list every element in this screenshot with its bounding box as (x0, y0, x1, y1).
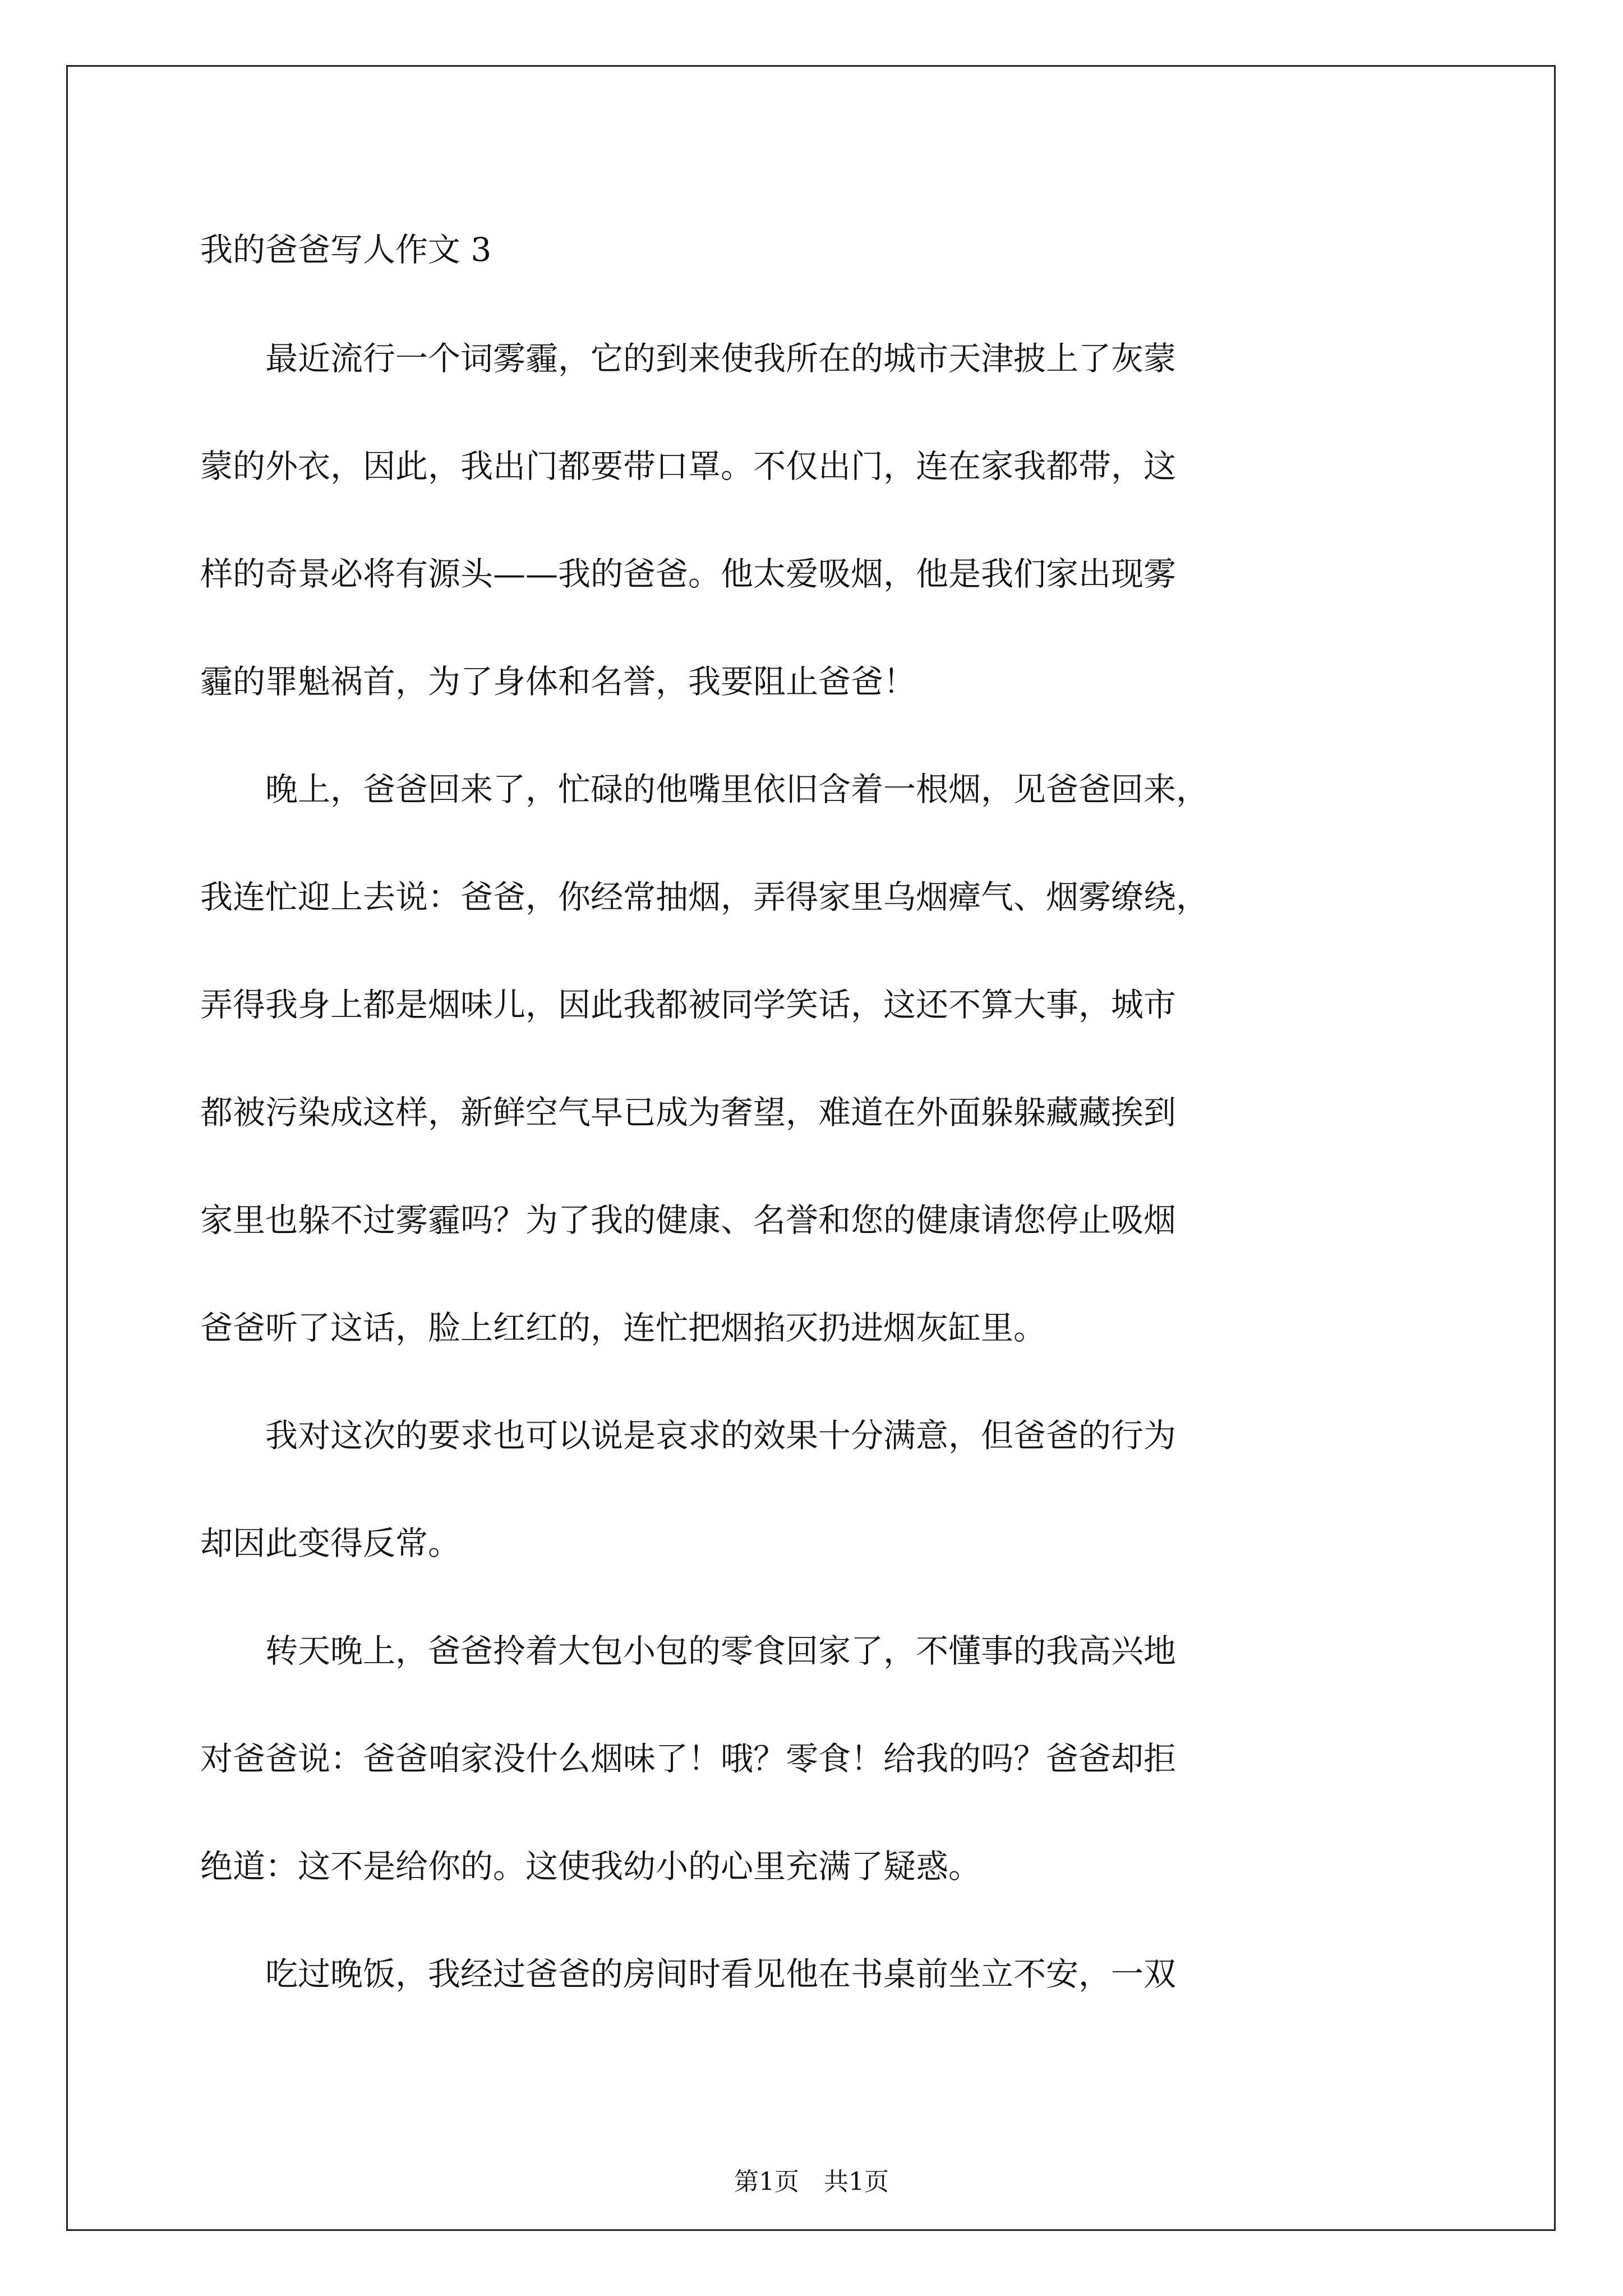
page-footer: 第1页 共1页 (734, 2168, 889, 2196)
body-line: 样的奇景必将有源头——我的爸爸。他太爱吸烟，他是我们家出现雾 (200, 555, 1177, 593)
body-line: 弄得我身上都是烟味儿，因此我都被同学笑话，这还不算大事，城市 (200, 986, 1177, 1024)
body-line: 爸爸听了这话，脸上红红的，连忙把烟掐灭扔进烟灰缸里。 (200, 1309, 1046, 1347)
body-line: 最近流行一个词雾霾，它的到来使我所在的城市天津披上了灰蒙 (200, 339, 1177, 378)
body-line: 晚上，爸爸回来了，忙碌的他嘴里依旧含着一根烟，见爸爸回来， (200, 770, 1209, 808)
body-line: 绝道：这不是给你的。这使我幼小的心里充满了疑惑。 (200, 1847, 981, 1885)
body-line: 都被污染成这样，新鲜空气早已成为奢望，难道在外面躲躲藏藏挨到 (200, 1093, 1177, 1131)
body-line: 转天晚上，爸爸拎着大包小包的零食回家了，不懂事的我高兴地 (200, 1632, 1177, 1670)
page-border (66, 65, 1556, 2231)
body-line: 却因此变得反常。 (200, 1524, 461, 1562)
body-line: 我连忙迎上去说：爸爸，你经常抽烟，弄得家里乌烟瘴气、烟雾缭绕， (200, 878, 1209, 916)
body-line: 家里也躲不过雾霾吗？为了我的健康、名誉和您的健康请您停止吸烟 (200, 1201, 1177, 1239)
body-line: 霾的罪魁祸首，为了身体和名誉，我要阻止爸爸！ (200, 662, 916, 701)
document-title: 我的爸爸写人作文 3 (200, 231, 492, 269)
body-line: 对爸爸说：爸爸咱家没什么烟味了！哦？零食！给我的吗？爸爸却拒 (200, 1740, 1177, 1778)
body-line: 蒙的外衣，因此，我出门都要带口罩。不仅出门，连在家我都带，这 (200, 447, 1177, 485)
body-line: 吃过晚饭，我经过爸爸的房间时看见他在书桌前坐立不安，一双 (200, 1955, 1177, 1993)
body-line: 我对这次的要求也可以说是哀求的效果十分满意，但爸爸的行为 (200, 1416, 1177, 1455)
